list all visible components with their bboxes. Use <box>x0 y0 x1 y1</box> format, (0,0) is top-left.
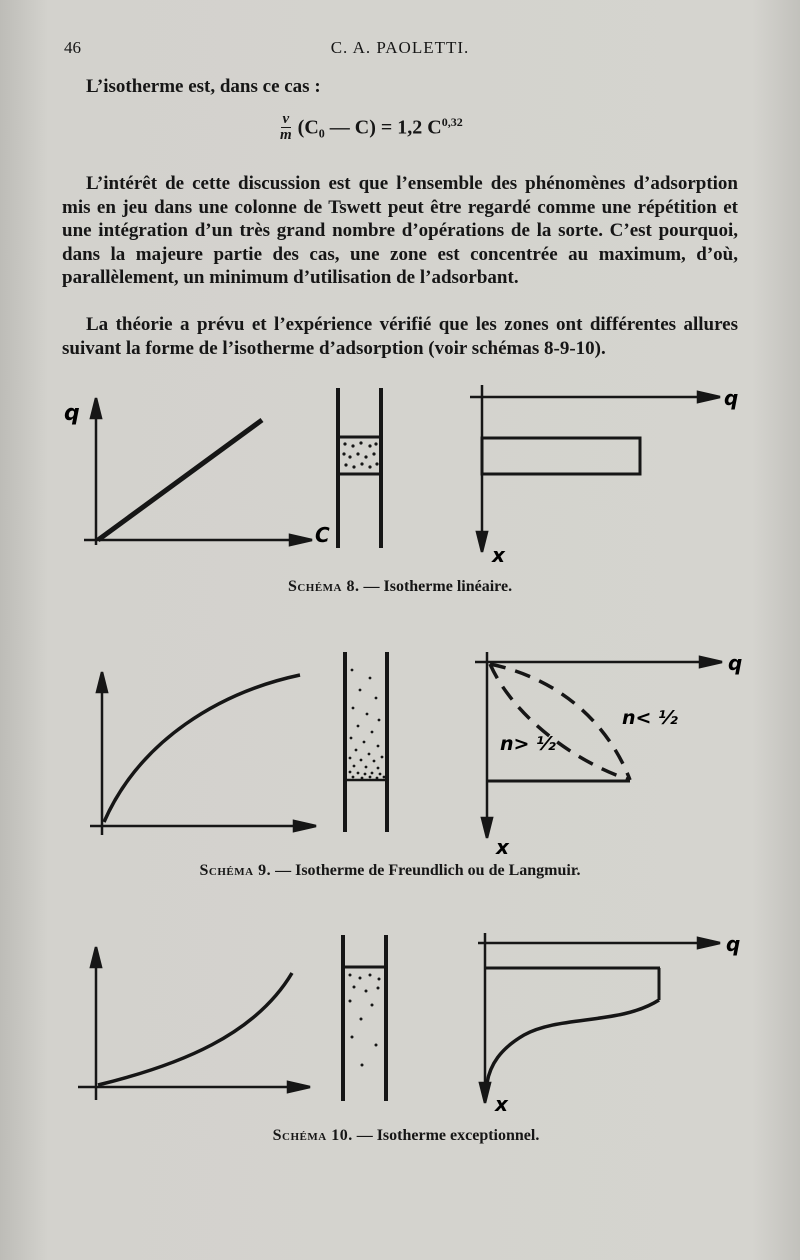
s10-x-arrowhead <box>288 1082 310 1092</box>
s9-down-arrowhead <box>482 818 492 838</box>
isotherm-formula <box>280 112 463 143</box>
page-header <box>64 38 736 62</box>
intro-line: L’isotherme est, dans ce cas : <box>86 76 321 97</box>
paragraph-1: L’intérêt de cette discussion est que l’ensemble des phénomènes d’adsorption mis en jeu dans une colonne de Tswett peut être regardé comme une répétition et une intégration d’un très grand nombre d’opérations de la sorte. C’est pourquoi, dans la majeure partie des cas, une zone est concentrée au maximum, d’où, parallèlement, un minimum d’utilisation de l’adsorbant. <box>62 173 738 288</box>
s8-right-top-label: q <box>724 386 739 410</box>
s9-right-top-label: q <box>728 651 743 675</box>
s9-label-upper: n< ½ <box>622 707 678 729</box>
schema-9-figure <box>0 640 800 855</box>
formula-fraction <box>280 112 292 143</box>
s9-isotherm-curve <box>104 675 300 822</box>
s10-right-top-label: q <box>726 932 741 956</box>
formula-expression: (C₀ — C) = 1,2 C$^{0,32}$ <box>297 115 463 139</box>
s9-y-arrowhead <box>97 672 107 692</box>
s8-zone-profile <box>482 438 640 474</box>
s10-y-arrowhead <box>91 947 101 967</box>
schema-10-figure <box>0 925 800 1125</box>
s10-down-arrowhead <box>480 1083 490 1103</box>
schema-9-caption: Schéma 9. — Isotherme de Freundlich ou de Langmuir. <box>199 862 581 879</box>
page-number: 46 <box>64 38 81 57</box>
schema-9 <box>0 640 800 900</box>
s8-x-arrowhead <box>290 535 312 545</box>
fraction-numerator: v <box>282 111 290 127</box>
s8-zone-dots <box>342 441 378 468</box>
fraction-denominator: m <box>280 127 292 143</box>
s9-label-lower: n> ½ <box>500 733 556 755</box>
s8-right-bottom-label: x <box>492 543 505 567</box>
s9-x-arrowhead <box>294 821 316 831</box>
s8-right-arrowhead <box>698 392 720 402</box>
s10-zone-dots <box>349 974 381 1067</box>
s8-down-arrowhead <box>477 532 487 552</box>
schema-8-caption: Schéma 8. — Isotherme linéaire. <box>287 578 513 595</box>
paragraph-2: La théorie a prévu et l’expérience vérifié que les zones ont différentes allures suivant la forme de l’isotherme d’adsorption (voir schémas 8-9-10). <box>62 314 738 359</box>
schema-10 <box>0 925 800 1165</box>
s8-x-label: C <box>315 523 330 547</box>
s9-zone-dots <box>349 669 386 780</box>
s10-isotherm-curve <box>98 973 292 1085</box>
s8-isotherm-line <box>98 420 262 540</box>
s8-y-arrowhead <box>91 398 101 418</box>
s9-dashed-upper <box>490 664 630 780</box>
s8-y-label: q <box>64 401 80 426</box>
formula-exponent: 0,32 <box>441 115 463 130</box>
s9-right-arrowhead <box>700 657 722 667</box>
schema-10-caption: Schéma 10. — Isotherme exceptionnel. <box>272 1127 540 1144</box>
schema-8-figure <box>0 380 800 570</box>
s10-right-bottom-label: x <box>495 1092 508 1116</box>
s10-right-arrowhead <box>698 938 720 948</box>
running-head: C. A. PAOLETTI. <box>330 38 470 57</box>
s9-dashed-lower <box>490 664 630 780</box>
schema-8 <box>0 380 800 600</box>
s10-zone-tail <box>487 1000 659 1083</box>
s9-right-bottom-label: x <box>496 835 509 855</box>
